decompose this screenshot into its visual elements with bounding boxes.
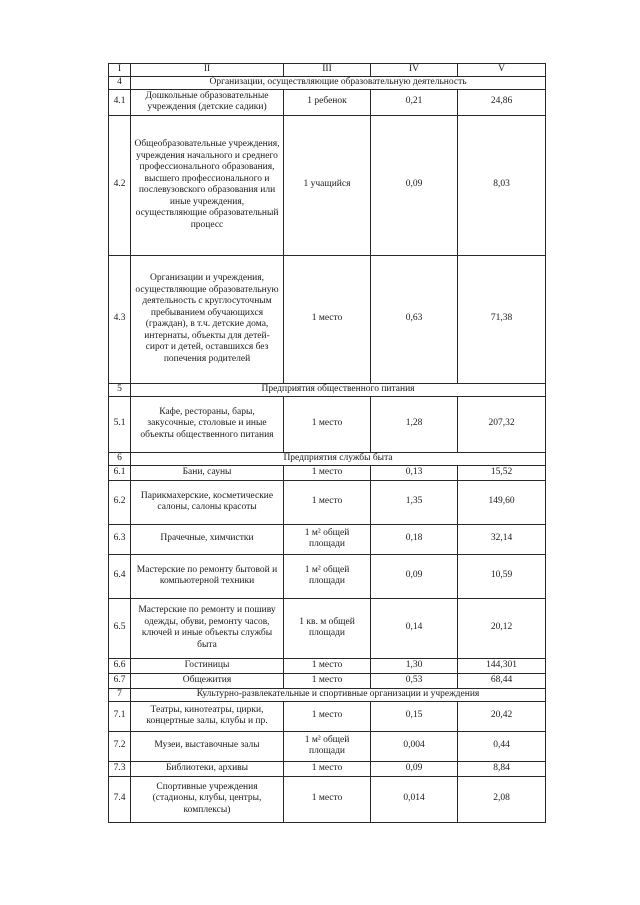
object-name: Бани, сауны bbox=[131, 465, 284, 480]
value-col4: 0,18 bbox=[371, 524, 458, 554]
header-cell-3: III bbox=[284, 64, 371, 77]
table-row bbox=[109, 465, 546, 480]
value-col5: 207,32 bbox=[458, 396, 546, 452]
value-col5: 10,59 bbox=[458, 554, 546, 598]
value-col5: 15,52 bbox=[458, 465, 546, 480]
unit-cell: 1 место bbox=[284, 658, 371, 673]
unit-cell: 1 м² общей площади bbox=[284, 554, 371, 598]
value-col4: 1,30 bbox=[371, 658, 458, 673]
row-number: 6.5 bbox=[109, 598, 131, 658]
row-number: 7.4 bbox=[109, 776, 131, 822]
object-name: Общеобразовательные учреждения, учреждения начального и среднего профессионального образования, высшего профессионального и послевузовского образования или иные учреждения, осуществляющие образовательный процесс bbox=[131, 115, 284, 255]
object-name: Общежития bbox=[131, 673, 284, 688]
unit-cell: 1 м² общей площади bbox=[284, 524, 371, 554]
value-col4: 0,09 bbox=[371, 554, 458, 598]
row-number: 6.3 bbox=[109, 524, 131, 554]
value-col5: 32,14 bbox=[458, 524, 546, 554]
value-col5: 144,301 bbox=[458, 658, 546, 673]
section-title: Предприятия службы быта bbox=[131, 452, 546, 465]
value-col4: 0,014 bbox=[371, 776, 458, 822]
object-name: Мастерские по ремонту бытовой и компьютерной техники bbox=[131, 554, 284, 598]
value-col5: 20,42 bbox=[458, 701, 546, 731]
section-title: Организации, осуществляющие образовательную деятельность bbox=[131, 76, 546, 89]
header-cell-2: II bbox=[131, 64, 284, 77]
header-cell-4: IV bbox=[371, 64, 458, 77]
row-number: 5.1 bbox=[109, 396, 131, 452]
section-row bbox=[109, 452, 546, 465]
section-row bbox=[109, 383, 546, 396]
object-name: Прачечные, химчистки bbox=[131, 524, 284, 554]
table-row bbox=[109, 658, 546, 673]
object-name: Гостиницы bbox=[131, 658, 284, 673]
table-row bbox=[109, 89, 546, 115]
table-row bbox=[109, 480, 546, 524]
unit-cell: 1 место bbox=[284, 776, 371, 822]
value-col4: 0,14 bbox=[371, 598, 458, 658]
section-number: 5 bbox=[109, 383, 131, 396]
row-number: 4.1 bbox=[109, 89, 131, 115]
row-number: 7.1 bbox=[109, 701, 131, 731]
row-number: 7.3 bbox=[109, 761, 131, 776]
value-col5: 8,03 bbox=[458, 115, 546, 255]
row-number: 4.3 bbox=[109, 255, 131, 383]
value-col4: 0,09 bbox=[371, 115, 458, 255]
value-col5: 24,86 bbox=[458, 89, 546, 115]
object-name: Парикмахерские, косметические салоны, салоны красоты bbox=[131, 480, 284, 524]
value-col5: 2,08 bbox=[458, 776, 546, 822]
value-col4: 0,09 bbox=[371, 761, 458, 776]
section-number: 6 bbox=[109, 452, 131, 465]
table-row bbox=[109, 731, 546, 761]
object-name: Спортивные учреждения (стадионы, клубы, центры, комплексы) bbox=[131, 776, 284, 822]
row-number: 7.2 bbox=[109, 731, 131, 761]
table-row bbox=[109, 255, 546, 383]
value-col4: 0,004 bbox=[371, 731, 458, 761]
unit-cell: 1 место bbox=[284, 396, 371, 452]
table-row bbox=[109, 673, 546, 688]
value-col4: 0,13 bbox=[371, 465, 458, 480]
object-name: Организации и учреждения, осуществляющие образовательную деятельность с круглосуточным пребыванием обучающихся (граждан), в т.ч. детские дома, интернаты, объекты для детей-сирот и детей, оставшихся без попечения родителей bbox=[131, 255, 284, 383]
unit-cell: 1 место bbox=[284, 480, 371, 524]
table-row bbox=[109, 554, 546, 598]
section-row bbox=[109, 76, 546, 89]
table-row bbox=[109, 598, 546, 658]
section-number: 7 bbox=[109, 688, 131, 701]
value-col5: 8,84 bbox=[458, 761, 546, 776]
table-row bbox=[109, 396, 546, 452]
table-row bbox=[109, 761, 546, 776]
value-col4: 1,28 bbox=[371, 396, 458, 452]
section-number: 4 bbox=[109, 76, 131, 89]
unit-cell: 1 место bbox=[284, 761, 371, 776]
header-row bbox=[109, 64, 546, 77]
object-name: Кафе, рестораны, бары, закусочные, столовые и иные объекты общественного питания bbox=[131, 396, 284, 452]
section-title: Предприятия общественного питания bbox=[131, 383, 546, 396]
table-row bbox=[109, 701, 546, 731]
table-row bbox=[109, 776, 546, 822]
value-col5: 71,38 bbox=[458, 255, 546, 383]
rates-table bbox=[108, 63, 546, 823]
table-row bbox=[109, 115, 546, 255]
row-number: 6.7 bbox=[109, 673, 131, 688]
value-col4: 0,21 bbox=[371, 89, 458, 115]
value-col4: 1,35 bbox=[371, 480, 458, 524]
row-number: 6.4 bbox=[109, 554, 131, 598]
unit-cell: 1 место bbox=[284, 673, 371, 688]
value-col5: 20,12 bbox=[458, 598, 546, 658]
section-title: Культурно-развлекательные и спортивные организации и учреждения bbox=[131, 688, 546, 701]
object-name: Библиотеки, архивы bbox=[131, 761, 284, 776]
row-number: 6.6 bbox=[109, 658, 131, 673]
header-cell-5: V bbox=[458, 64, 546, 77]
value-col5: 149,60 bbox=[458, 480, 546, 524]
value-col5: 68,44 bbox=[458, 673, 546, 688]
unit-cell: 1 учащийся bbox=[284, 115, 371, 255]
object-name: Мастерские по ремонту и пошиву одежды, обуви, ремонту часов, ключей и иные объекты службы быта bbox=[131, 598, 284, 658]
row-number: 6.1 bbox=[109, 465, 131, 480]
unit-cell: 1 место bbox=[284, 701, 371, 731]
unit-cell: 1 м² общей площади bbox=[284, 731, 371, 761]
unit-cell: 1 место bbox=[284, 465, 371, 480]
object-name: Дошкольные образовательные учреждения (детские садики) bbox=[131, 89, 284, 115]
value-col4: 0,53 bbox=[371, 673, 458, 688]
header-cell-1: I bbox=[109, 64, 131, 77]
row-number: 6.2 bbox=[109, 480, 131, 524]
value-col4: 0,63 bbox=[371, 255, 458, 383]
unit-cell: 1 ребенок bbox=[284, 89, 371, 115]
object-name: Музеи, выставочные залы bbox=[131, 731, 284, 761]
table-body bbox=[109, 64, 546, 823]
value-col4: 0,15 bbox=[371, 701, 458, 731]
row-number: 4.2 bbox=[109, 115, 131, 255]
table-row bbox=[109, 524, 546, 554]
value-col5: 0,44 bbox=[458, 731, 546, 761]
unit-cell: 1 кв. м общей площади bbox=[284, 598, 371, 658]
object-name: Театры, кинотеатры, цирки, концертные залы, клубы и пр. bbox=[131, 701, 284, 731]
unit-cell: 1 место bbox=[284, 255, 371, 383]
section-row bbox=[109, 688, 546, 701]
